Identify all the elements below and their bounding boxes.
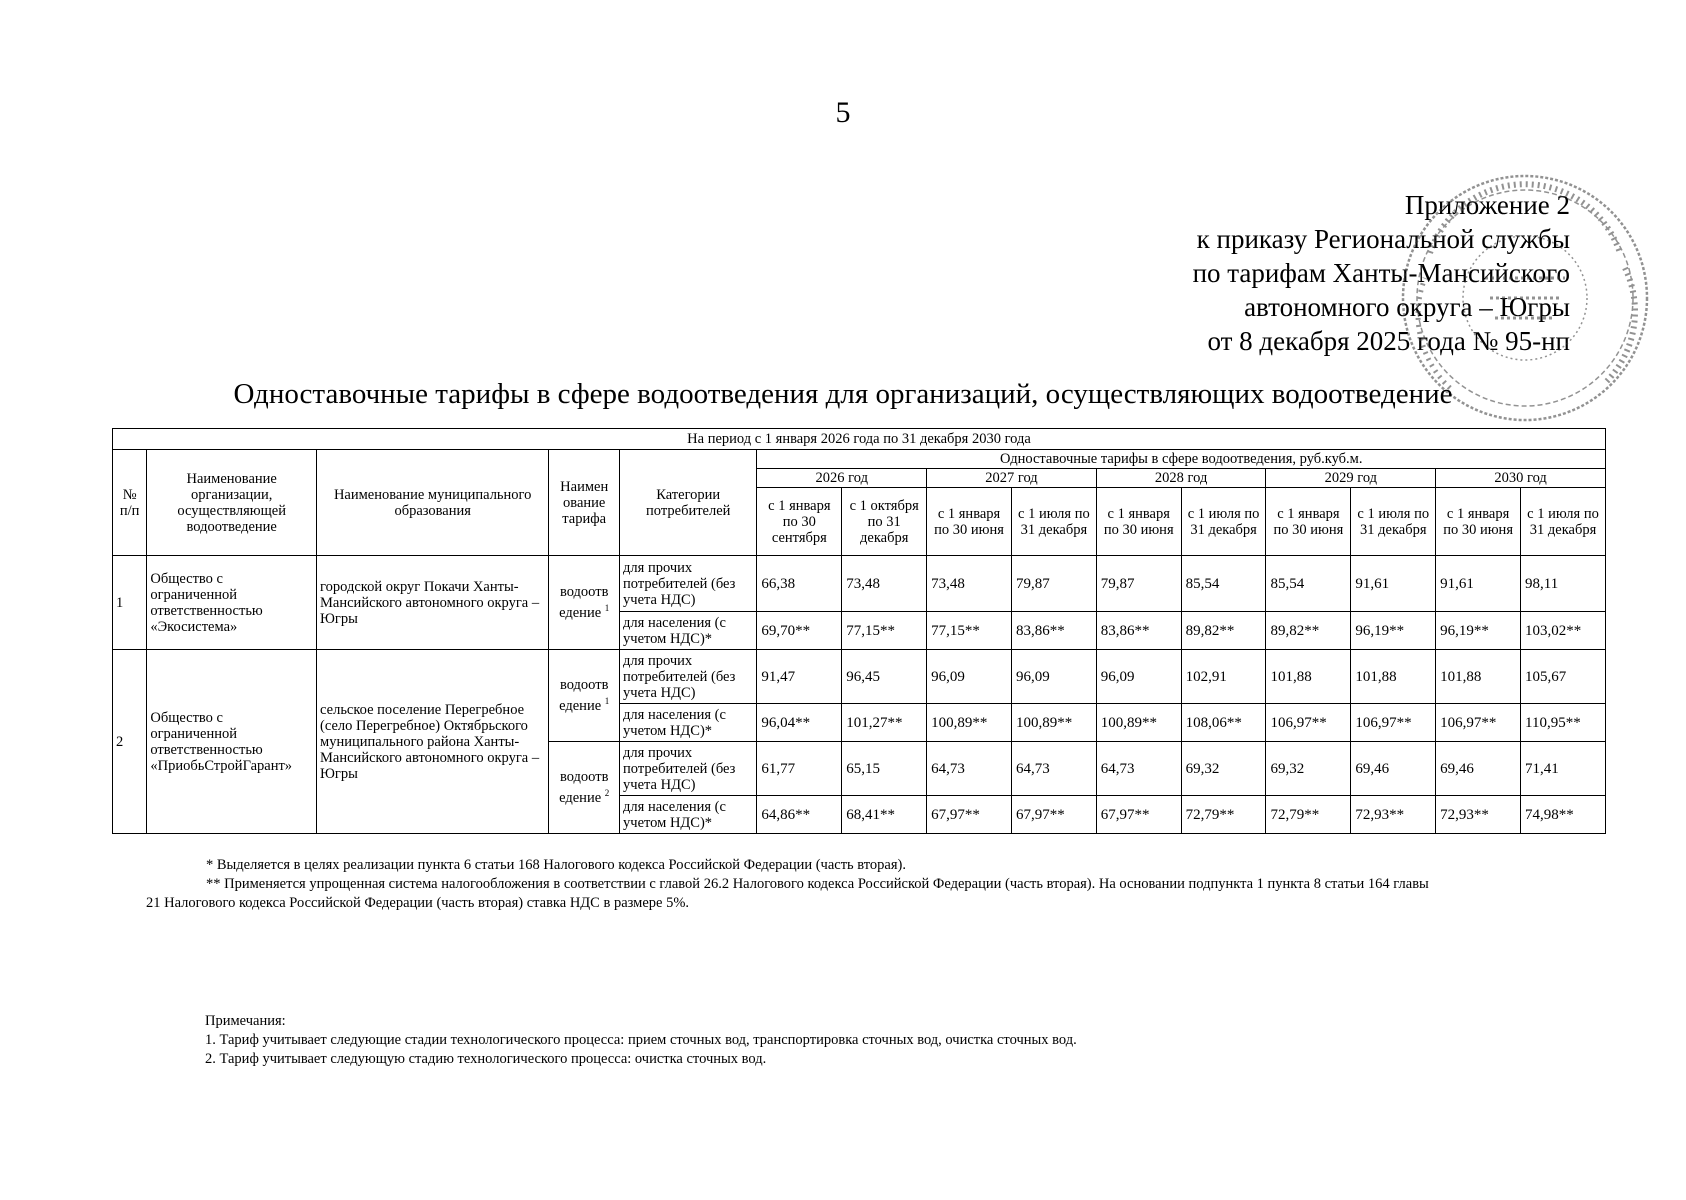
- tariff-value: 68,41**: [842, 796, 927, 834]
- tariff-value: 73,48: [927, 556, 1012, 612]
- tariff-note-ref: 1: [604, 603, 610, 614]
- consumer-category: для населения (с учетом НДС)*: [620, 796, 757, 834]
- tariff-value: 72,93**: [1436, 796, 1521, 834]
- document-title: Одноставочные тарифы в сфере водоотведения для организаций, осуществляющих водоотведение: [233, 378, 1453, 410]
- period-column-header: с 1 января по 30 сентября: [757, 488, 842, 556]
- footnote-2-line-2: 21 Налогового кодекса Российской Федерации (часть вторая) ставка НДС в размере 5%.: [146, 895, 690, 911]
- tariff-value: 89,82**: [1266, 612, 1351, 650]
- tariff-value: 74,98**: [1521, 796, 1606, 834]
- tariff-value: 64,73: [1011, 742, 1096, 796]
- footnote-1: * Выделяется в целях реализации пункта 6 статьи 168 Налогового кодекса Российской Федерации (часть вторая).: [206, 857, 906, 873]
- col-org-header: Наименование организации, осуществляющей водоотведение: [147, 450, 317, 556]
- organization-name: Общество с ограниченной ответственностью «Экосистема»: [147, 556, 317, 650]
- tariff-value: 66,38: [757, 556, 842, 612]
- period-column-header: с 1 января по 30 июня: [1266, 488, 1351, 556]
- tariff-value: 100,89**: [1096, 704, 1181, 742]
- tariff-value: 98,11: [1521, 556, 1606, 612]
- period-column-header: с 1 июля по 31 декабря: [1521, 488, 1606, 556]
- tariff-name: водоотв едение: [559, 584, 609, 621]
- tariff-name: водоотв едение: [559, 677, 609, 714]
- tariff-value: 106,97**: [1436, 704, 1521, 742]
- table-row: [113, 650, 1606, 704]
- tariff-value: 72,79**: [1266, 796, 1351, 834]
- tariff-note-ref: 1: [604, 696, 610, 707]
- notes-heading: Примечания:: [205, 1013, 286, 1029]
- tariff-value: 106,97**: [1266, 704, 1351, 742]
- organization-name: Общество с ограниченной ответственностью «ПриобьСтройГарант»: [147, 650, 317, 834]
- tariff-value: 96,09: [1096, 650, 1181, 704]
- col-number-header: № п/п: [113, 450, 147, 556]
- tariff-value: 91,61: [1436, 556, 1521, 612]
- note-2: 2. Тариф учитывает следующую стадию технологического процесса: очистка сточных вод.: [205, 1051, 767, 1067]
- tariff-value: 69,70**: [757, 612, 842, 650]
- tariff-name: водоотв едение: [559, 769, 609, 806]
- tariff-value: 64,73: [927, 742, 1012, 796]
- period-column-header: с 1 июля по 31 декабря: [1181, 488, 1266, 556]
- municipality-name: городской округ Покачи Ханты-Мансийского автономного округа – Югры: [317, 556, 549, 650]
- tariff-value: 85,54: [1181, 556, 1266, 612]
- tariff-value: 72,93**: [1351, 796, 1436, 834]
- appendix-line-3: по тарифам Ханты-Мансийского: [1192, 258, 1570, 288]
- period-column-header: с 1 октября по 31 декабря: [842, 488, 927, 556]
- tariff-value: 83,86**: [1011, 612, 1096, 650]
- tariff-value: 69,32: [1266, 742, 1351, 796]
- consumer-category: для прочих потребителей (без учета НДС): [620, 650, 757, 704]
- year-header: 2026 год: [757, 469, 927, 488]
- tariff-value: 67,97**: [927, 796, 1012, 834]
- tariff-value: 67,97**: [1011, 796, 1096, 834]
- tariff-value: 77,15**: [927, 612, 1012, 650]
- page-number: 5: [835, 96, 851, 129]
- appendix-line-1: Приложение 2: [1404, 190, 1570, 220]
- tariff-value: 85,54: [1266, 556, 1351, 612]
- tariff-value: 69,46: [1436, 742, 1521, 796]
- tariff-value: 101,88: [1436, 650, 1521, 704]
- tariff-value: 101,88: [1266, 650, 1351, 704]
- tariff-name-cell: [549, 650, 620, 742]
- tariff-value: 91,47: [757, 650, 842, 704]
- col-tariff-name-header: Наимен ование тарифа: [549, 450, 620, 556]
- period-column-header: с 1 января по 30 июня: [927, 488, 1012, 556]
- footnote-2-line-1: ** Применяется упрощенная система налогообложения в соответствии с главой 26.2 Налогового кодекса Российской Федерации (часть вторая). На основании подпункта 1 пункта 8 статьи 164 главы: [206, 876, 1429, 892]
- tariff-value: 100,89**: [927, 704, 1012, 742]
- tariff-value: 100,89**: [1011, 704, 1096, 742]
- col-category-header: Категории потребителей: [620, 450, 757, 556]
- tariff-value: 96,09: [1011, 650, 1096, 704]
- period-header: На период с 1 января 2026 года по 31 декабря 2030 года: [113, 429, 1606, 450]
- tariff-value: 108,06**: [1181, 704, 1266, 742]
- consumer-category: для прочих потребителей (без учета НДС): [620, 742, 757, 796]
- period-column-header: с 1 июля по 31 декабря: [1351, 488, 1436, 556]
- note-1: 1. Тариф учитывает следующие стадии технологического процесса: прием сточных вод, транспортировка сточных вод, очистка сточных вод.: [205, 1032, 1077, 1048]
- consumer-category: для прочих потребителей (без учета НДС): [620, 556, 757, 612]
- period-column-header: с 1 июля по 31 декабря: [1011, 488, 1096, 556]
- tariff-value: 96,19**: [1351, 612, 1436, 650]
- consumer-category: для населения (с учетом НДС)*: [620, 612, 757, 650]
- row-number: 1: [113, 556, 147, 650]
- tariff-value: 71,41: [1521, 742, 1606, 796]
- tariff-name-cell: [549, 556, 620, 650]
- row-number: 2: [113, 650, 147, 834]
- tariff-value: 89,82**: [1181, 612, 1266, 650]
- tariff-value: 83,86**: [1096, 612, 1181, 650]
- year-header: 2028 год: [1096, 469, 1266, 488]
- tariff-value: 79,87: [1096, 556, 1181, 612]
- tariff-value: 91,61: [1351, 556, 1436, 612]
- municipality-name: сельское поселение Перегребное (село Перегребное) Октябрьского муниципального района Ханты-Мансийского автономного округа – Югры: [317, 650, 549, 834]
- footnotes: [146, 856, 1616, 913]
- appendix-line-5: от 8 декабря 2025 года № 95-нп: [1207, 326, 1570, 356]
- year-header: 2030 год: [1436, 469, 1606, 488]
- table-row: [113, 556, 1606, 612]
- appendix-line-4: автономного округа – Югры: [1244, 292, 1570, 322]
- year-header: 2027 год: [927, 469, 1097, 488]
- tariffs-group-header: Одноставочные тарифы в сфере водоотведения, руб.куб.м.: [757, 450, 1606, 469]
- period-column-header: с 1 января по 30 июня: [1436, 488, 1521, 556]
- tariff-value: 72,79**: [1181, 796, 1266, 834]
- tariff-value: 102,91: [1181, 650, 1266, 704]
- tariffs-table: [112, 428, 1606, 834]
- tariff-value: 101,88: [1351, 650, 1436, 704]
- tariff-value: 106,97**: [1351, 704, 1436, 742]
- tariff-value: 69,32: [1181, 742, 1266, 796]
- tariff-value: 64,73: [1096, 742, 1181, 796]
- tariff-value: 73,48: [842, 556, 927, 612]
- appendix-line-2: к приказу Региональной службы: [1196, 224, 1570, 254]
- tariff-value: 64,86**: [757, 796, 842, 834]
- tariff-value: 103,02**: [1521, 612, 1606, 650]
- year-header: 2029 год: [1266, 469, 1436, 488]
- tariff-value: 67,97**: [1096, 796, 1181, 834]
- tariff-value: 96,45: [842, 650, 927, 704]
- tariff-note-ref: 2: [604, 788, 610, 799]
- tariff-value: 96,09: [927, 650, 1012, 704]
- tariff-value: 96,04**: [757, 704, 842, 742]
- tariff-value: 61,77: [757, 742, 842, 796]
- tariff-value: 69,46: [1351, 742, 1436, 796]
- tariff-value: 110,95**: [1521, 704, 1606, 742]
- tariff-name-cell: [549, 742, 620, 834]
- consumer-category: для населения (с учетом НДС)*: [620, 704, 757, 742]
- tariff-value: 77,15**: [842, 612, 927, 650]
- notes-block: [205, 1012, 1505, 1069]
- tariff-value: 65,15: [842, 742, 927, 796]
- tariff-value: 101,27**: [842, 704, 927, 742]
- period-column-header: с 1 января по 30 июня: [1096, 488, 1181, 556]
- tariff-value: 79,87: [1011, 556, 1096, 612]
- tariff-value: 96,19**: [1436, 612, 1521, 650]
- tariff-value: 105,67: [1521, 650, 1606, 704]
- col-municipality-header: Наименование муниципального образования: [317, 450, 549, 556]
